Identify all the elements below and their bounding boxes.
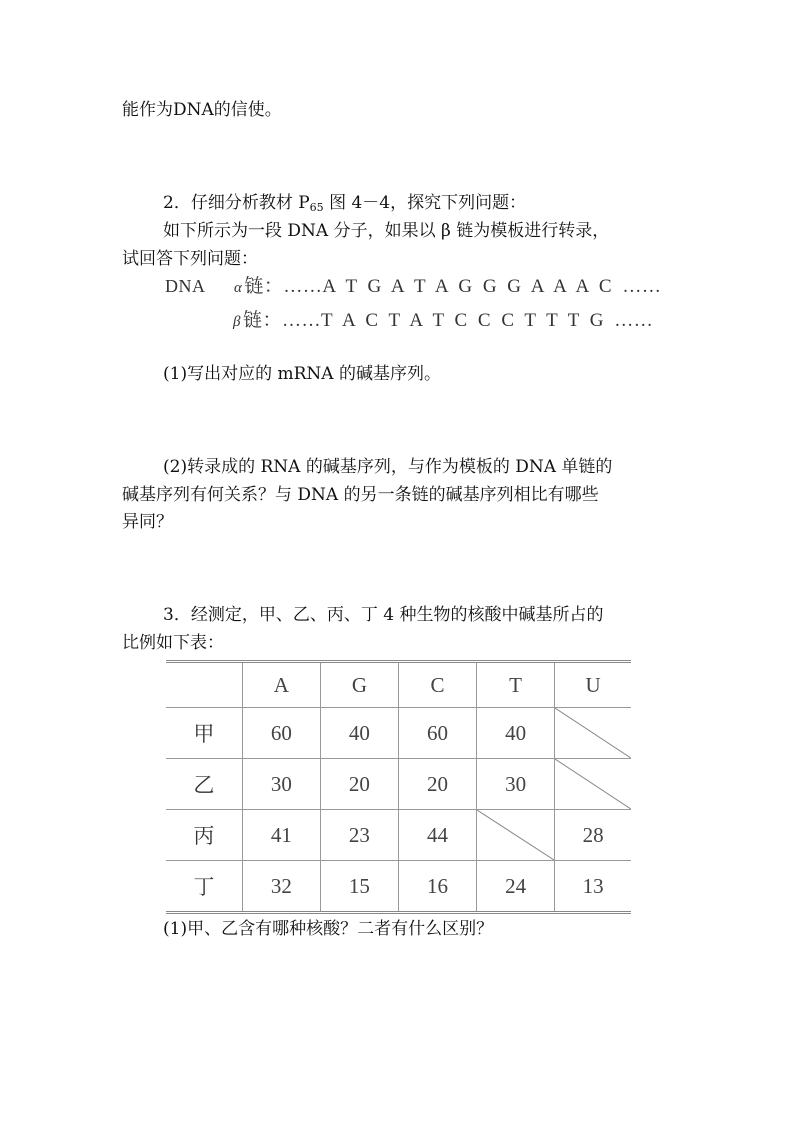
table-cell: 40: [320, 708, 398, 759]
question-2-intro-cont: 试回答下列问题：: [122, 249, 258, 269]
empty-cell-diagonal: [555, 759, 631, 810]
table-row: [166, 861, 631, 913]
dna-beta-strand: β 链：……T A C T A T C C C T T T G ……: [233, 310, 654, 331]
diagonal-line: [555, 708, 631, 758]
question-2-sub-1: (1)写出对应的 mRNA 的碱基序列。: [163, 364, 441, 384]
empty-cell-diagonal: [555, 708, 631, 759]
table-cell: 30: [242, 759, 320, 810]
table-cell: 28: [555, 810, 631, 861]
table-cell: 20: [320, 759, 398, 810]
table-cell: 60: [398, 708, 476, 759]
question-2-sub-2: (2)转录成的 RNA 的碱基序列，与作为模板的 DNA 单链的: [163, 457, 613, 477]
base-ratio-table: [166, 660, 631, 914]
table-row: [166, 708, 631, 759]
table-cell: 60: [242, 708, 320, 759]
question-3-title-cont: 比例如下表：: [122, 633, 224, 653]
table-cell: 15: [320, 861, 398, 913]
table-header-cell: A: [242, 662, 320, 708]
table-row: [166, 810, 631, 861]
table-header-cell: [166, 662, 242, 708]
row-header: 丙: [166, 810, 242, 861]
table-header-cell: G: [320, 662, 398, 708]
question-2-intro: 如下所示为一段 DNA 分子，如果以 β 链为模板进行转录，: [163, 221, 610, 241]
table-cell: 41: [242, 810, 320, 861]
diagonal-line: [477, 810, 554, 860]
table-header-cell: C: [398, 662, 476, 708]
table-cell: 30: [477, 759, 555, 810]
row-header: 丁: [166, 861, 242, 913]
table-cell: 13: [555, 861, 631, 913]
row-header: 甲: [166, 708, 242, 759]
table-cell: 20: [398, 759, 476, 810]
table-cell: 16: [398, 861, 476, 913]
empty-cell-diagonal: [477, 810, 555, 861]
table-cell: 23: [320, 810, 398, 861]
table-header-cell: T: [477, 662, 555, 708]
table-row: [166, 759, 631, 810]
diagonal-line: [555, 759, 631, 809]
question-3-title: 3．经测定，甲、乙、丙、丁 4 种生物的核酸中碱基所占的: [163, 605, 604, 625]
table-cell: 32: [242, 861, 320, 913]
table-header-row: [166, 662, 631, 708]
question-2-title: 2．仔细分析教材 $P_{65}$ 图 4－4，探究下列问题：: [163, 193, 527, 214]
question-2-sub-2-cont: 碱基序列有何关系？与 DNA 的另一条链的碱基序列相比有哪些: [122, 485, 599, 505]
table-cell: 24: [477, 861, 555, 913]
dna-alpha-strand: DNA α 链：……A T G A T A G G G A A A C ……: [165, 276, 662, 297]
table-header-cell: U: [555, 662, 631, 708]
row-header: 乙: [166, 759, 242, 810]
question-2-sub-2-cont2: 异同？: [122, 512, 173, 532]
continued-text: 能作为DNA的信使。: [122, 100, 282, 120]
question-3-sub-1: (1)甲、乙含有哪种核酸？二者有什么区别？: [163, 919, 494, 939]
table-cell: 44: [398, 810, 476, 861]
table-cell: 40: [477, 708, 555, 759]
